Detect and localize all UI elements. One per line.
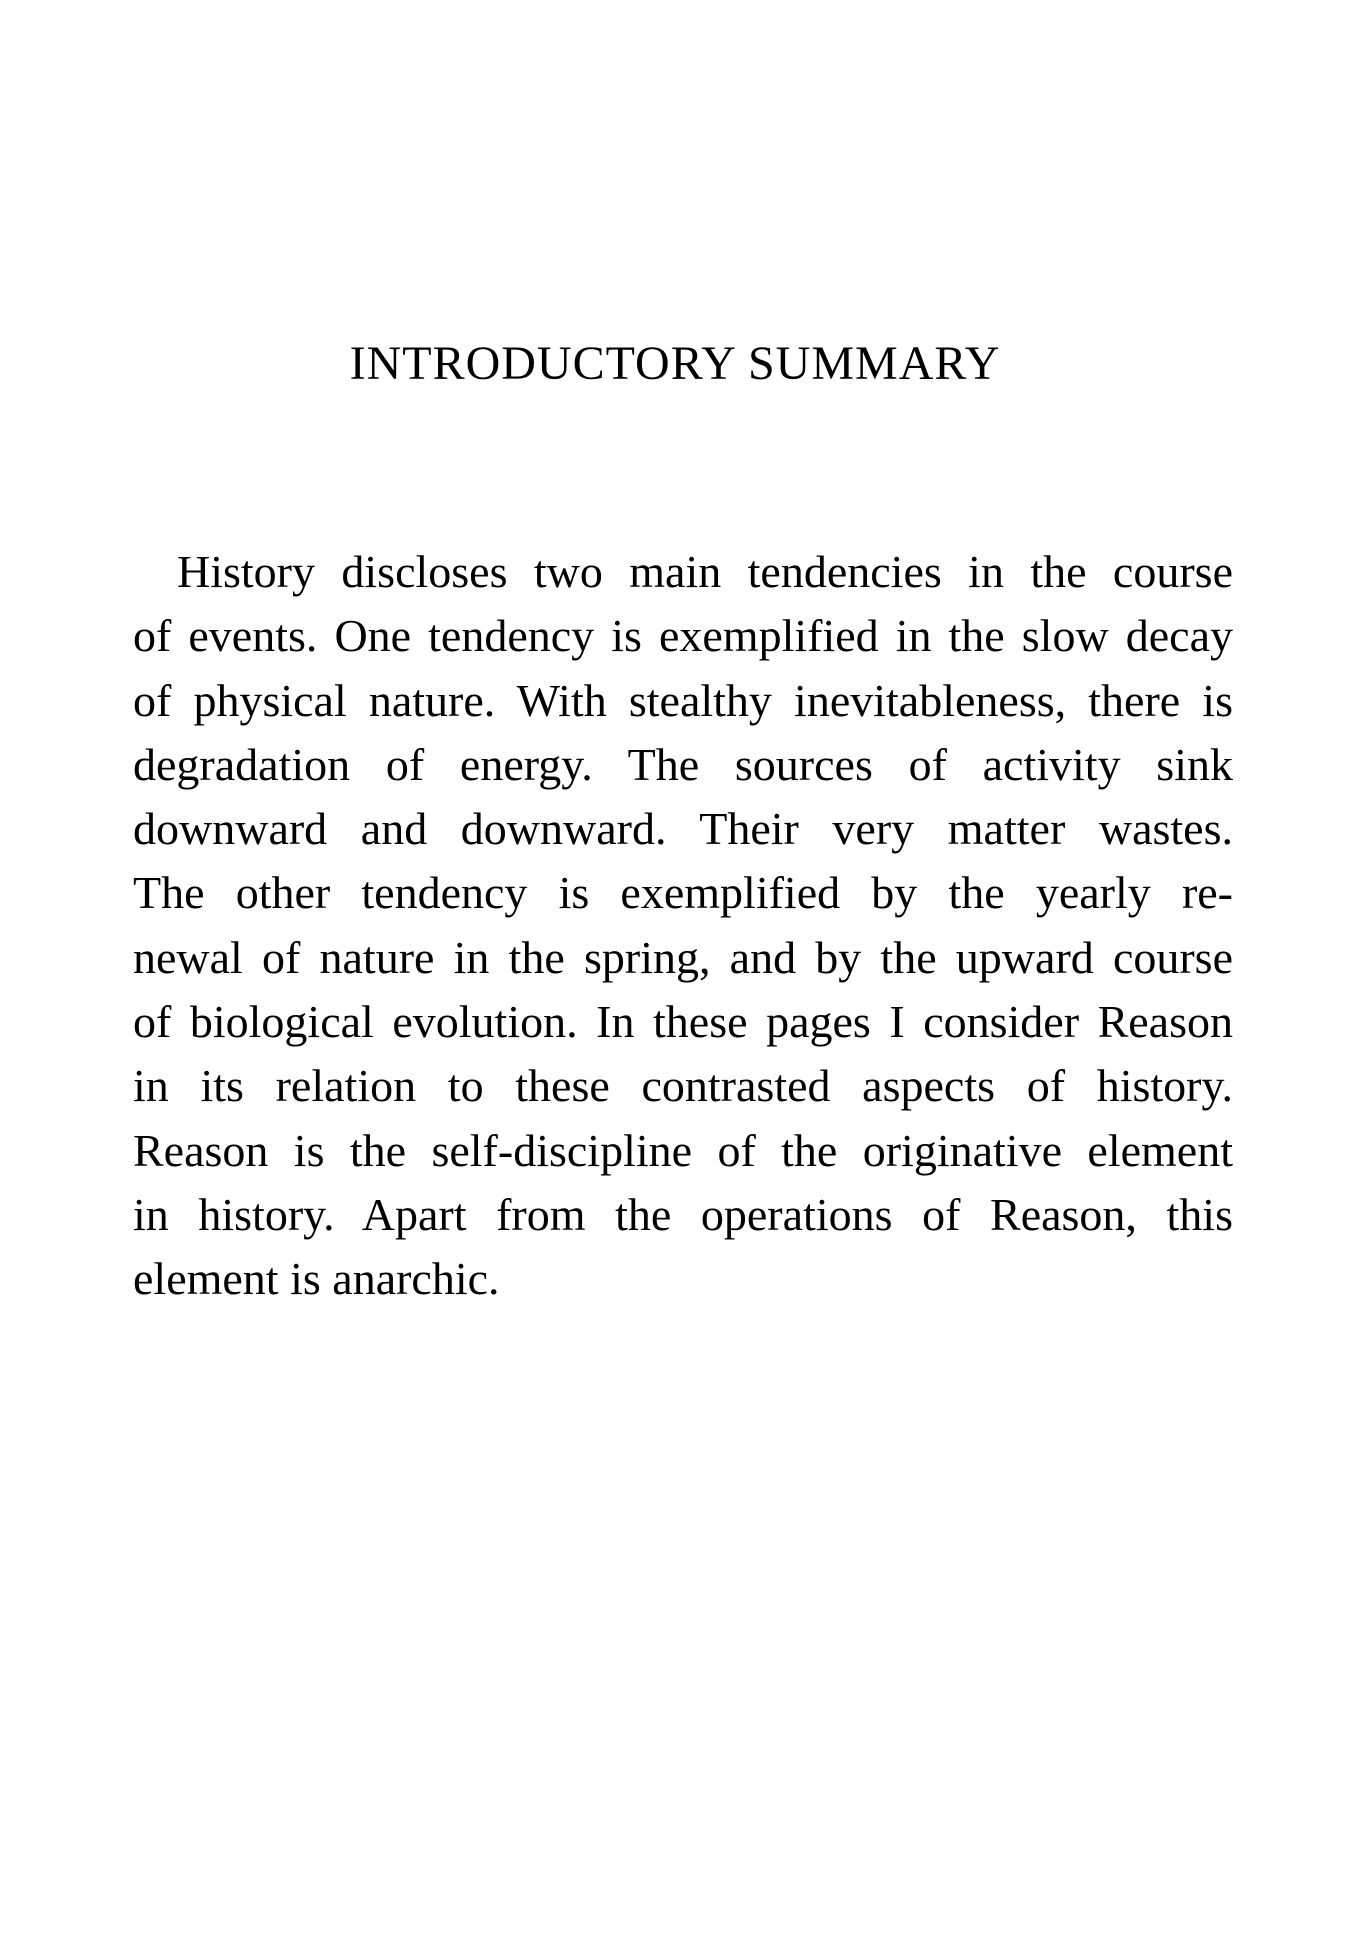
paragraph-line: element is anarchic.	[133, 1253, 500, 1305]
paragraph-line: degradation of energy. The sources of activity sink	[133, 738, 1233, 790]
summary-paragraph	[133, 540, 1233, 1312]
paragraph-line: The other tendency is exemplified by the yearly re-	[133, 867, 1233, 919]
paragraph-line: History discloses two main tendencies in the course	[177, 546, 1233, 597]
paragraph-line: Reason is the self-discipline of the originative element	[133, 1124, 1233, 1176]
paragraph-line: of biological evolution. In these pages I consider Reason	[133, 996, 1233, 1048]
paragraph-line: of events. One tendency is exemplified in the slow decay	[133, 610, 1233, 662]
paragraph-line: in its relation to these contrasted aspects of history.	[133, 1060, 1233, 1112]
page-title: INTRODUCTORY SUMMARY	[349, 337, 1001, 390]
paragraph-line: in history. Apart from the operations of Reason, this	[133, 1188, 1233, 1240]
paragraph-line: downward and downward. Their very matter wastes.	[133, 803, 1233, 855]
paragraph-line: of physical nature. With stealthy inevitableness, there is	[133, 674, 1233, 726]
paragraph-line: newal of nature in the spring, and by the upward course	[133, 931, 1233, 983]
